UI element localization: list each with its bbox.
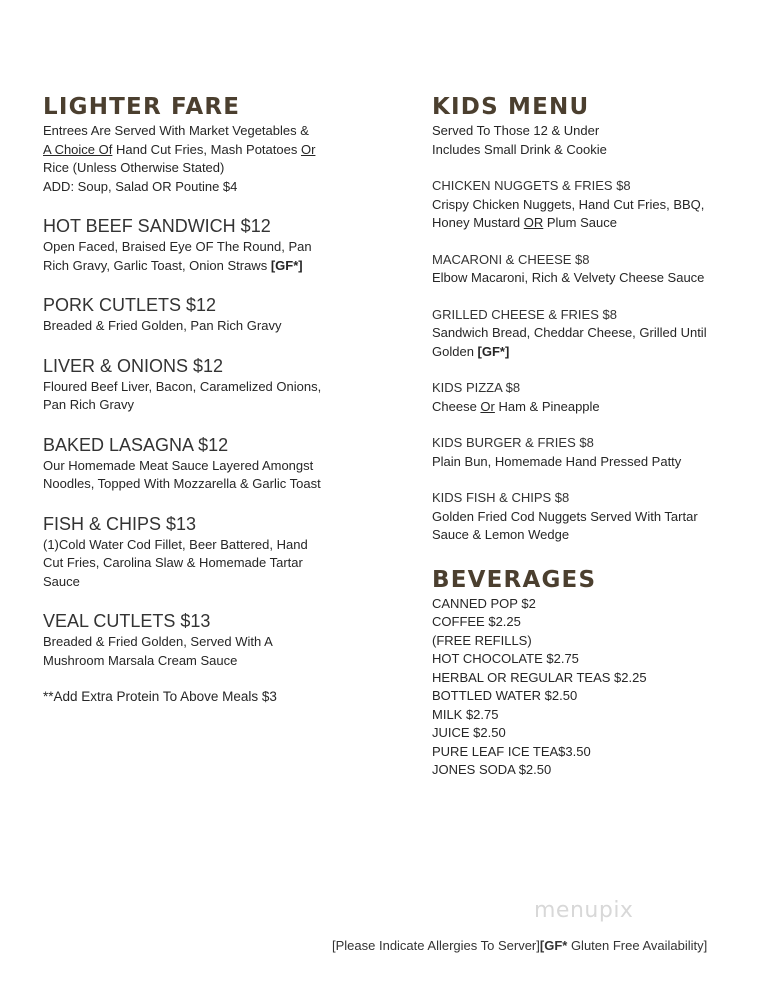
menu-item-desc: Floured Beef Liver, Bacon, Caramelized Onions, xyxy=(43,378,322,394)
menu-item-fish-chips xyxy=(43,512,373,592)
lighter-intro-line-1: Entrees Are Served With Market Vegetables & xyxy=(43,123,309,138)
menu-item-desc: Our Homemade Meat Sauce Layered Amongst xyxy=(43,457,314,473)
kids-item-desc xyxy=(432,214,742,233)
menu-item-desc xyxy=(43,257,373,276)
kids-menu-heading: KIDS MENU xyxy=(432,94,590,120)
menu-item-pork-cutlets xyxy=(43,293,373,336)
menu-item-desc: Noodles, Topped With Mozzarella & Garlic Toast xyxy=(43,476,321,491)
lighter-fare-heading: LIGHTER FARE xyxy=(43,94,241,120)
gf-badge: [GF*] xyxy=(270,257,303,273)
gf-badge: [GF* xyxy=(539,938,568,953)
kids-item-chicken-nuggets xyxy=(432,177,742,233)
menu-item-desc: (1)Cold Water Cod Fillet, Beer Battered, Hand xyxy=(43,536,308,552)
menu-item-title: LIVER & ONIONS $12 xyxy=(43,355,224,376)
choice-of-text: A Choice Of xyxy=(43,141,113,157)
kids-subtitle-1: Served To Those 12 & Under xyxy=(432,123,600,138)
beverage-item: JONES SODA $2.50 xyxy=(432,762,552,777)
beverage-item: BOTTLED WATER $2.50 xyxy=(432,688,578,703)
menupix-watermark: menupix xyxy=(534,898,634,923)
menu-item-title: PORK CUTLETS $12 xyxy=(43,295,217,315)
kids-item-macaroni xyxy=(432,251,742,288)
menu-item-title: VEAL CUTLETS $13 xyxy=(43,611,211,631)
menu-item-desc: Pan Rich Gravy xyxy=(43,397,135,412)
menu-item-liver-onions xyxy=(43,354,373,415)
gf-note-text: Gluten Free Availability] xyxy=(567,938,708,953)
kids-item-desc: Sauce & Lemon Wedge xyxy=(432,527,570,542)
kids-subtitle-2: Includes Small Drink & Cookie xyxy=(432,141,607,157)
menu-item-hot-beef xyxy=(43,214,373,275)
menu-item-title: BAKED LASAGNA $12 xyxy=(43,434,229,455)
gf-badge: [GF*] xyxy=(477,343,510,359)
menu-item-desc: Cut Fries, Carolina Slaw & Homemade Tartar xyxy=(43,555,303,570)
menu-item-desc: Breaded & Fried Golden, Served With A xyxy=(43,634,273,649)
kids-item-desc: Elbow Macaroni, Rich & Velvety Cheese Sauce xyxy=(432,270,705,285)
lighter-fare-section xyxy=(43,92,373,707)
menu-item-desc: Mushroom Marsala Cream Sauce xyxy=(43,652,238,668)
beverage-item: PURE LEAF ICE TEA$3.50 xyxy=(432,743,591,759)
kids-item-desc xyxy=(432,398,742,417)
menu-item-desc: Open Faced, Braised Eye OF The Round, Pan xyxy=(43,239,312,254)
beverage-item: MILK $2.75 xyxy=(432,706,499,722)
kids-item-title: KIDS FISH & CHIPS $8 xyxy=(432,490,570,505)
kids-item-desc: Crispy Chicken Nuggets, Hand Cut Fries, BBQ, xyxy=(432,196,705,212)
beverage-item: (FREE REFILLS) xyxy=(432,632,532,648)
beverage-item: CANNED POP $2 xyxy=(432,595,536,611)
kids-item-desc-text: Cheese xyxy=(432,398,481,414)
lighter-intro-line-2 xyxy=(43,141,373,160)
kids-item-desc-text: Ham & Pineapple xyxy=(494,398,600,414)
kids-item-title: CHICKEN NUGGETS & FRIES $8 xyxy=(432,178,631,193)
lighter-intro-line-4: ADD: Soup, Salad OR Poutine $4 xyxy=(43,178,238,194)
or-text: Or xyxy=(300,141,316,157)
kids-item-title: MACARONI & CHEESE $8 xyxy=(432,251,590,267)
kids-item-desc: Plain Bun, Homemade Hand Pressed Patty xyxy=(432,453,682,469)
or-text: Or xyxy=(480,398,495,414)
kids-item-desc-text: Golden xyxy=(432,343,478,359)
extra-protein-note: **Add Extra Protein To Above Meals $3 xyxy=(43,689,277,704)
beverage-item: HERBAL OR REGULAR TEAS $2.25 xyxy=(432,669,647,685)
menu-item-desc-text: Rich Gravy, Garlic Toast, Onion Straws xyxy=(43,257,271,273)
beverages-heading: BEVERAGES xyxy=(432,566,597,593)
kids-item-title: KIDS PIZZA $8 xyxy=(432,380,521,395)
or-text: OR xyxy=(523,215,544,230)
kids-item-desc-text: Plum Sauce xyxy=(543,215,617,230)
kids-item-fish-chips xyxy=(432,489,742,545)
kids-item-title: KIDS BURGER & FRIES $8 xyxy=(432,435,594,450)
beverages-section xyxy=(432,565,742,780)
kids-item-desc-text: Honey Mustard xyxy=(432,215,524,230)
beverage-item: JUICE $2.50 xyxy=(432,725,506,740)
choice-list-text: Hand Cut Fries, Mash Potatoes xyxy=(112,141,301,157)
menu-item-title: FISH & CHIPS $13 xyxy=(43,513,197,534)
kids-item-burger xyxy=(432,434,742,471)
kids-item-grilled-cheese xyxy=(432,306,742,362)
kids-item-desc: Golden Fried Cod Nuggets Served With Tartar xyxy=(432,508,698,524)
menu-item-baked-lasagna xyxy=(43,433,373,494)
kids-item-desc xyxy=(432,343,742,362)
menu-item-desc: Breaded & Fried Golden, Pan Rich Gravy xyxy=(43,318,282,333)
allergy-note xyxy=(332,938,707,953)
kids-item-desc: Sandwich Bread, Cheddar Cheese, Grilled Until xyxy=(432,325,707,340)
lighter-intro-line-3: Rice (Unless Otherwise Stated) xyxy=(43,160,225,175)
beverage-item: HOT CHOCOLATE $2.75 xyxy=(432,651,579,666)
kids-item-title: GRILLED CHEESE & FRIES $8 xyxy=(432,306,617,322)
menu-item-title: HOT BEEF SANDWICH $12 xyxy=(43,216,271,236)
beverage-item: COFFEE $2.25 xyxy=(432,614,521,629)
menu-item-veal-cutlets xyxy=(43,609,373,670)
allergy-note-text: [Please Indicate Allergies To Server] xyxy=(332,938,540,953)
menu-item-desc: Sauce xyxy=(43,573,80,589)
kids-item-pizza xyxy=(432,379,742,416)
kids-menu-section xyxy=(432,92,742,780)
